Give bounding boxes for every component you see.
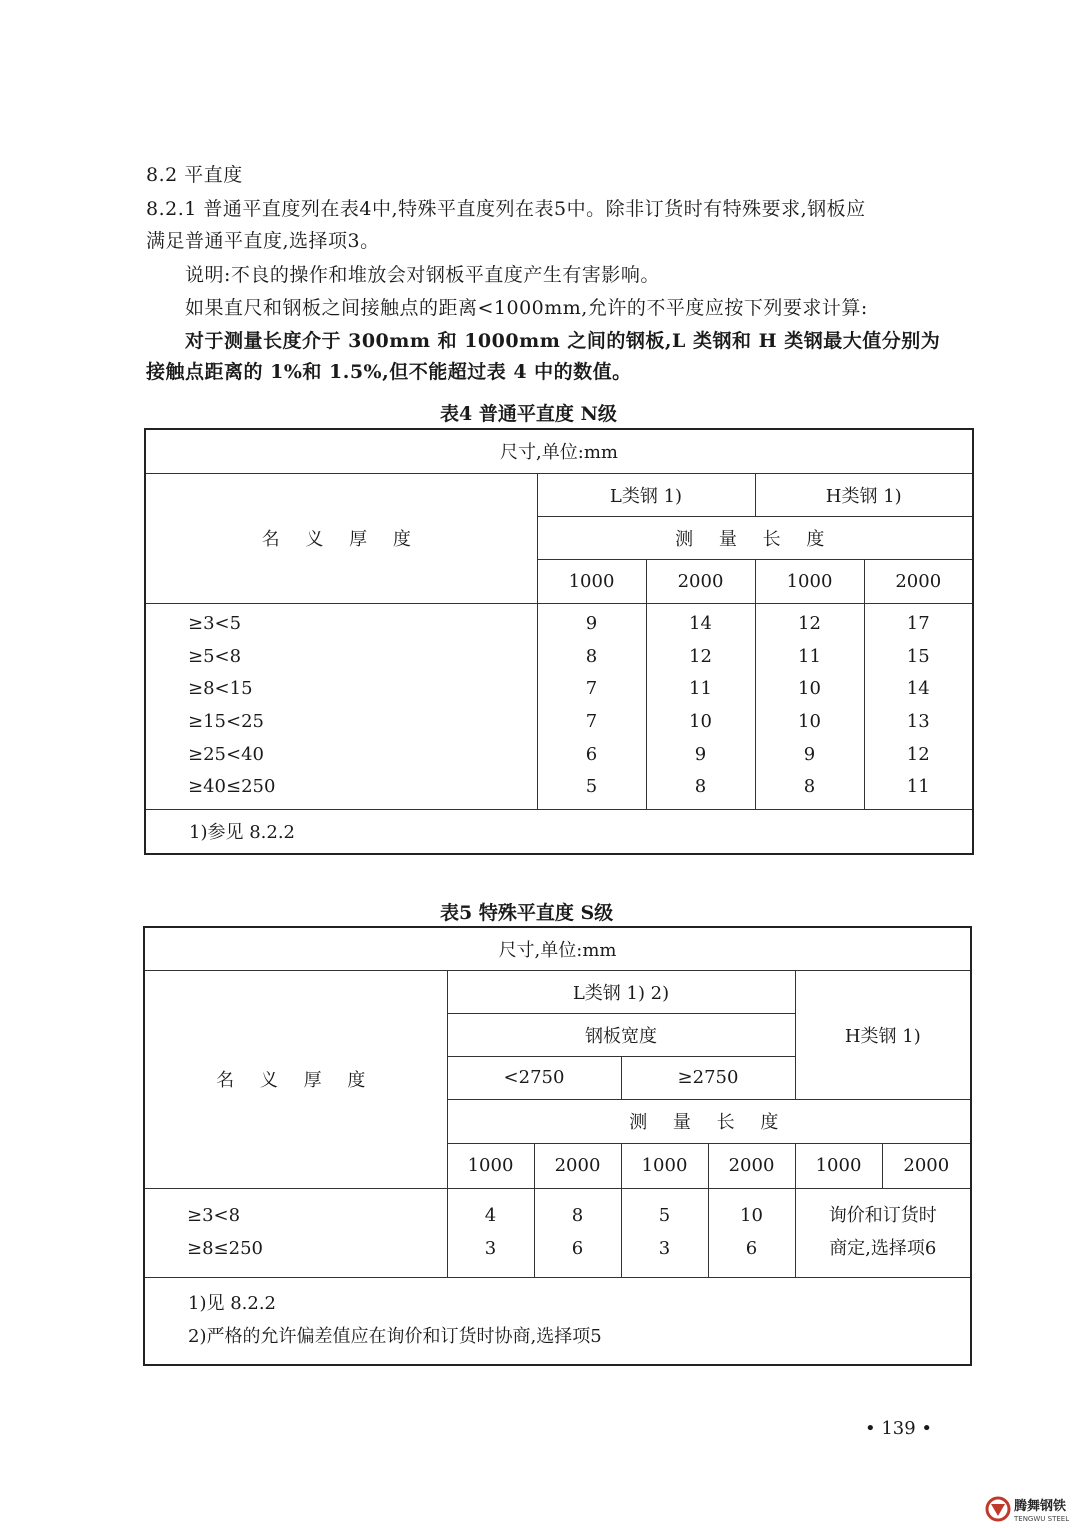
table4-caption: 表4 普通平直度 N级	[440, 403, 617, 425]
table4-value-cell: 8	[694, 776, 707, 798]
table4-l1000-column	[537, 603, 646, 809]
paragraph-measure-length-line1: 对于测量长度介于 300mm 和 1000mm 之间的钢板,L 类钢和 H 类钢最大值分别为	[185, 330, 941, 352]
table5-length-header: 1000	[621, 1143, 708, 1188]
table5-h-note-line2: 商定,选择项6	[829, 1237, 937, 1259]
table5-footnote2: 2)严格的允许偏差值应在询价和订货时协商,选择项5	[188, 1325, 602, 1347]
table5-caption: 表5 特殊平直度 S级	[440, 902, 614, 924]
table4-value-cell: 9	[585, 612, 598, 634]
paragraph-measure-length-line2: 接触点距离的 1%和 1.5%,但不能超过表 4 中的数值。	[146, 361, 632, 383]
table4-thickness-cell: ≥8<15	[188, 678, 253, 700]
table4-length-header: 1000	[537, 559, 646, 603]
table5-col1-values	[447, 1188, 534, 1277]
table4-value-cell: 9	[803, 743, 816, 765]
table5-value-cell: 8	[571, 1204, 584, 1226]
table4-thickness-cell: ≥15<25	[188, 711, 264, 732]
table4-footnote: 1)参见 8.2.2	[145, 809, 973, 854]
table4	[144, 428, 974, 855]
table4-value-cell: 8	[803, 776, 816, 798]
table4-thickness-cell: ≥40≤250	[188, 776, 276, 798]
table4-h-steel-header: H类钢 1)	[755, 473, 973, 516]
table4-value-cell: 8	[585, 645, 598, 667]
table4-thickness-column	[145, 603, 537, 809]
table4-value-cell: 7	[585, 678, 598, 700]
table5-col2-values	[534, 1188, 621, 1277]
table4-unit: 尺寸,单位:mm	[145, 429, 973, 473]
table5-length-header: 1000	[795, 1143, 882, 1188]
table5-width-ge-header: ≥2750	[621, 1056, 795, 1099]
table4-thickness-header: 名 义 厚 度	[145, 473, 537, 603]
table4-value-cell: 11	[906, 776, 930, 798]
table5-l-steel-header: L类钢 1) 2)	[447, 970, 795, 1013]
table4-h1000-column	[755, 603, 864, 809]
page-number: • 139 •	[865, 1418, 933, 1439]
table5-value-cell: 10	[740, 1204, 763, 1226]
table4-value-cell: 10	[798, 711, 821, 732]
table4-h2000-column	[864, 603, 973, 809]
table4-thickness-cell: ≥3<5	[188, 612, 242, 634]
explanation-note: 说明:不良的操作和堆放会对钢板平直度产生有害影响。	[185, 264, 660, 286]
table5-length-header: 2000	[534, 1143, 621, 1188]
table4-length-header: 1000	[755, 559, 864, 603]
table4-value-cell: 10	[798, 678, 821, 700]
table4-value-cell: 5	[585, 776, 598, 798]
section-heading: 8.2 平直度	[146, 164, 243, 186]
table4-value-cell: 12	[906, 743, 930, 765]
table5-thickness-cell: ≥8≤250	[187, 1237, 263, 1259]
table4-value-cell: 6	[585, 743, 598, 765]
table5-thickness-header: 名 义 厚 度	[144, 970, 447, 1188]
watermark-logo	[984, 1494, 1088, 1524]
table4-length-header: 2000	[646, 559, 755, 603]
table4-value-cell: 14	[689, 612, 712, 634]
table4-value-cell: 13	[906, 711, 930, 732]
table5-h-note-line1: 询价和订货时	[828, 1204, 937, 1226]
table5-h-steel-note	[795, 1188, 971, 1277]
table5-thickness-cell: ≥3<8	[187, 1204, 241, 1226]
table5-value-cell: 3	[658, 1237, 671, 1259]
table5-col3-values	[621, 1188, 708, 1277]
table4-measure-length-header: 测 量 长 度	[537, 516, 973, 559]
table5-col4-values	[708, 1188, 795, 1277]
table5-length-header: 2000	[882, 1143, 971, 1188]
paragraph-contact-distance: 如果直尺和钢板之间接触点的距离<1000mm,允许的不平度应按下列要求计算:	[185, 297, 868, 319]
watermark-cn: 腾舞钢铁	[1014, 1499, 1067, 1514]
paragraph-8-2-1-line2: 满足普通平直度,选择项3。	[146, 230, 380, 252]
table5-width-lt-header: <2750	[447, 1056, 621, 1099]
table4-value-cell: 12	[798, 612, 821, 634]
table4-value-cell: 7	[585, 711, 598, 732]
table4-value-cell: 15	[906, 645, 930, 667]
watermark-en: TENGWU STEEL	[1014, 1515, 1070, 1523]
table5-value-cell: 5	[658, 1204, 671, 1226]
table4-value-cell: 17	[906, 612, 930, 634]
table4-thickness-cell: ≥5<8	[188, 645, 242, 667]
table5-measure-length-header: 测 量 长 度	[447, 1099, 971, 1143]
table4-l2000-column	[646, 603, 755, 809]
table4-value-cell: 10	[689, 711, 712, 732]
table5-length-header: 2000	[708, 1143, 795, 1188]
tengwu-logo-icon	[984, 1494, 1088, 1524]
table5-plate-width-header: 钢板宽度	[447, 1013, 795, 1056]
table5	[143, 926, 972, 1366]
table5-value-cell: 6	[745, 1237, 758, 1259]
table5-unit: 尺寸,单位:mm	[144, 927, 971, 970]
table4-value-cell: 12	[689, 645, 712, 667]
table5-value-cell: 6	[571, 1237, 584, 1259]
table4-value-cell: 14	[906, 678, 930, 700]
table5-footnote1: 1)见 8.2.2	[188, 1293, 276, 1315]
table4-value-cell: 11	[689, 678, 712, 700]
table5-value-cell: 4	[484, 1204, 497, 1226]
table4-value-cell: 11	[798, 645, 821, 667]
table4-l-steel-header: L类钢 1)	[537, 473, 755, 516]
table5-length-header: 1000	[447, 1143, 534, 1188]
table4-length-header: 2000	[864, 559, 973, 603]
table4-value-cell: 9	[694, 743, 707, 765]
table4-thickness-cell: ≥25<40	[188, 743, 264, 765]
table5-thickness-column	[144, 1188, 447, 1277]
paragraph-8-2-1-line1: 8.2.1 普通平直度列在表4中,特殊平直度列在表5中。除非订货时有特殊要求,钢板应	[146, 198, 866, 220]
table5-footnotes	[144, 1277, 971, 1365]
table5-value-cell: 3	[484, 1237, 497, 1259]
table5-h-steel-header: H类钢 1)	[795, 970, 971, 1099]
